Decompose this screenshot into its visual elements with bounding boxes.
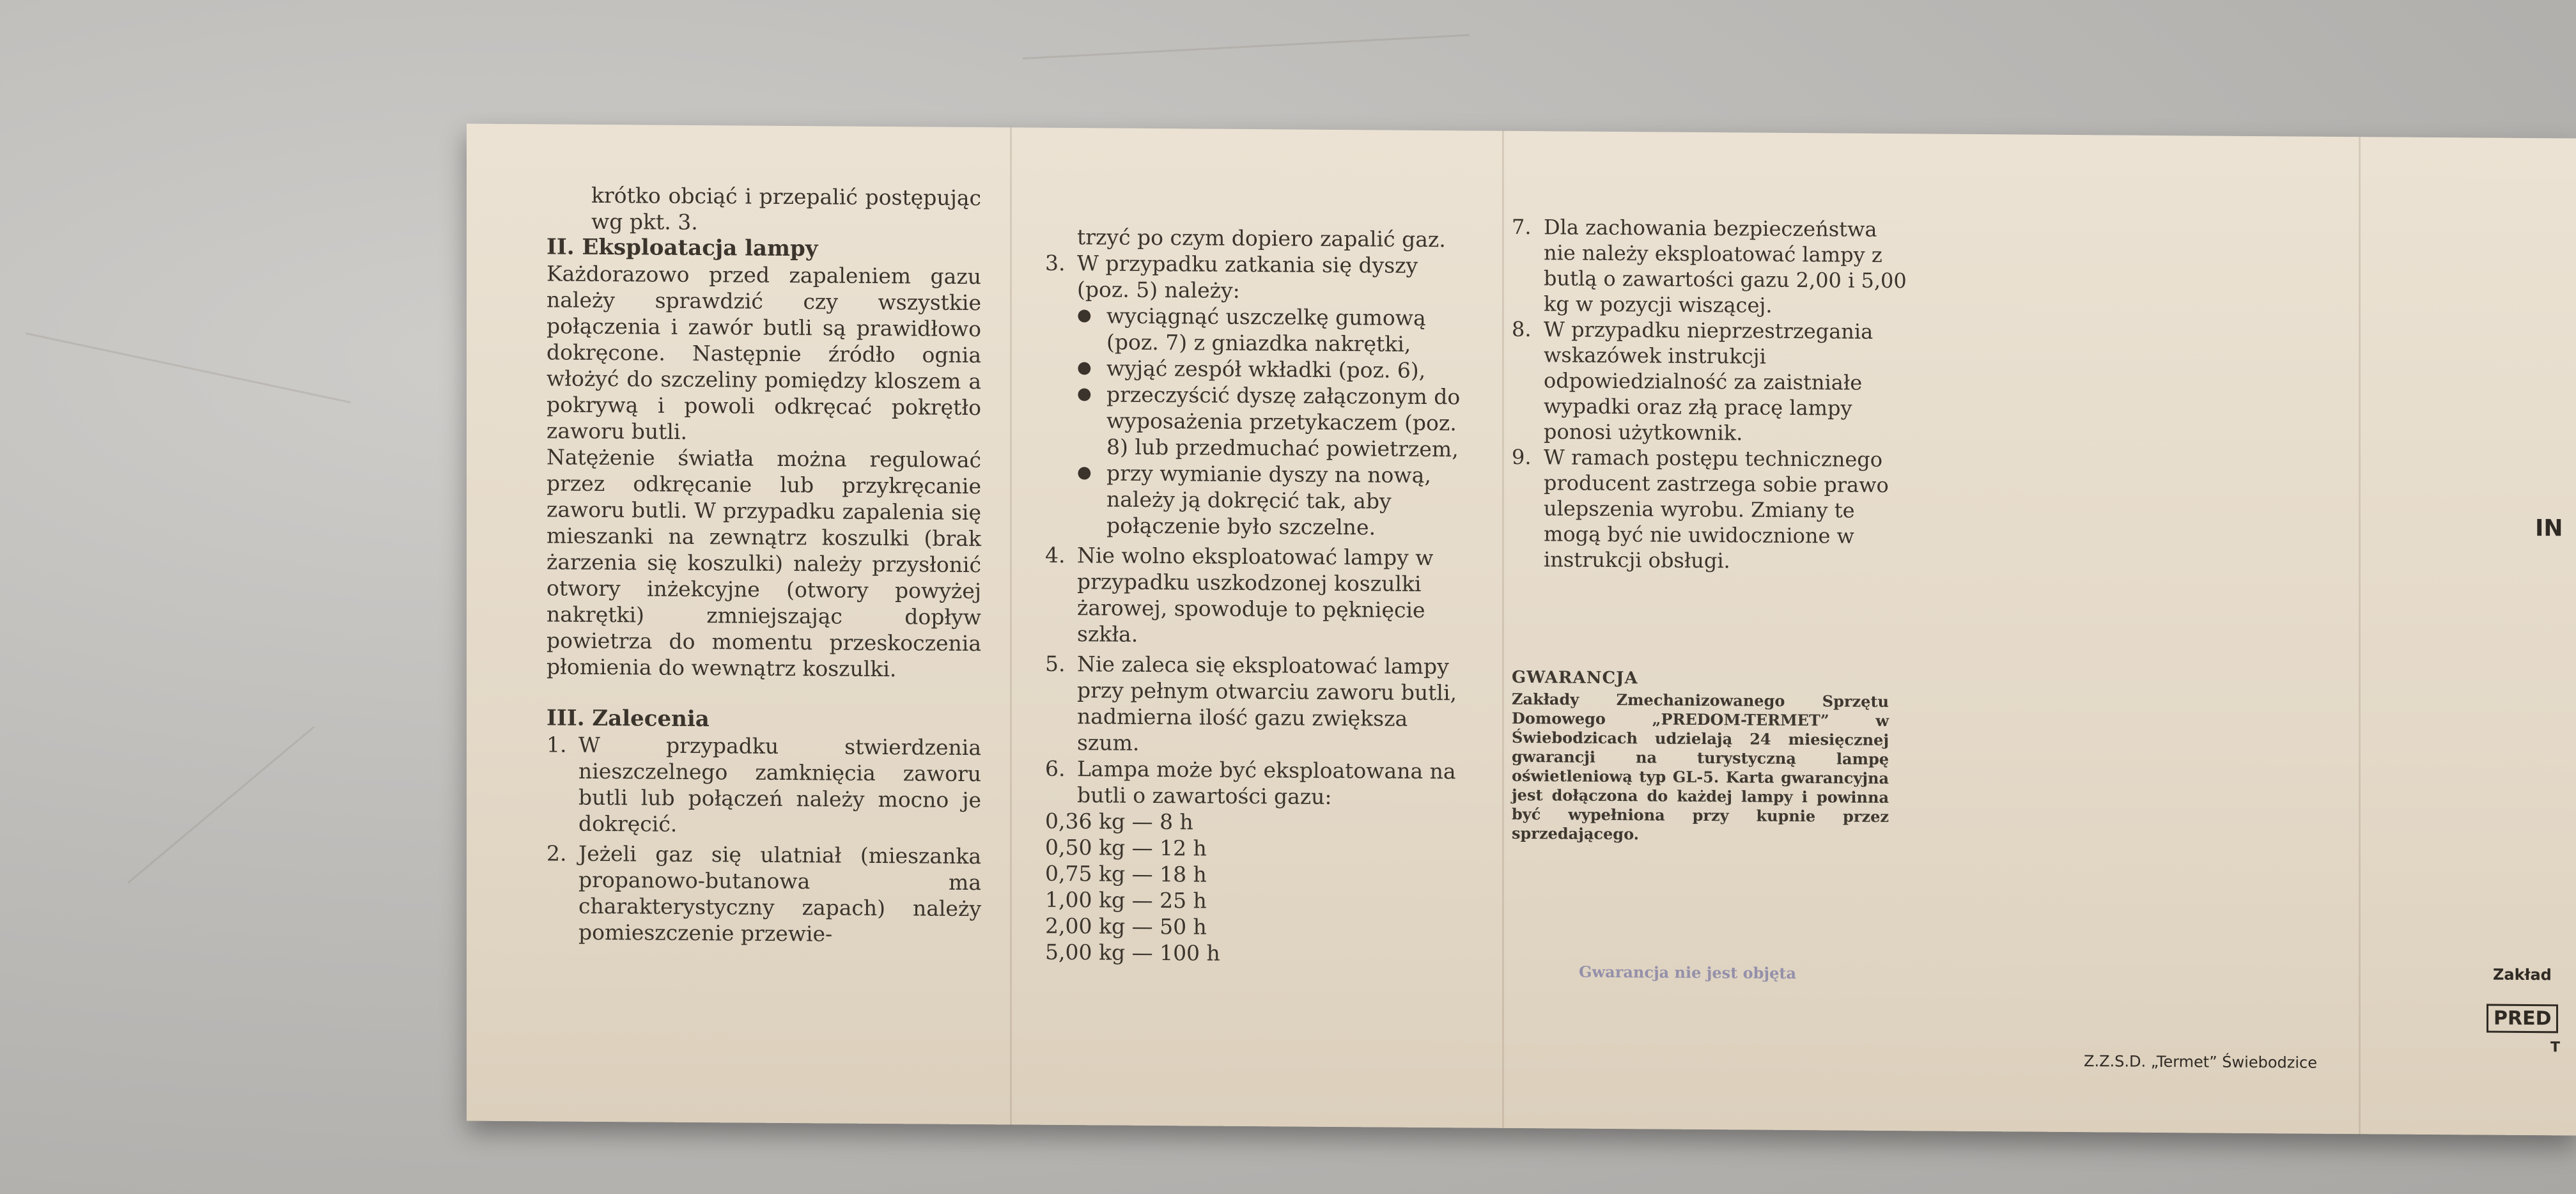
bullet-item: ● wyciągnąć uszczelkę gumową (poz. 7) z gniazdka nakrętki, [1077,303,1426,357]
list-item: 9. W ramach postępu technicznego producent zastrzega sobie prawo ulepszenia wyrobu. Zmiany te mogą być nie uwidocznione w instrukcji obsługi. [1512,444,1889,573]
gas-table [1045,808,1461,968]
dot-icon: ● [1077,358,1092,378]
list-item: 4. Nie wolno eksploatować lampy w przypadku uszkodzonej koszulki żarowej, spowoduje to pęknięcie szkła. [1045,542,1434,647]
column-1 [547,182,981,948]
marble-vein [1023,34,1470,59]
col2-intro: trzyć po czym dopiero zapalić gaz. [1077,224,1446,252]
logo-subtext: T [2550,1039,2561,1056]
bullet-item: ● przy wymianie dyszy na nową, należy ją dokręcić tak, aby połączenie było szczelne. [1077,460,1431,540]
gas-row: 1,00 kg — 25 h [1045,887,1207,913]
dot-icon: ● [1077,306,1092,325]
fold-line [1502,131,1504,1128]
predom-logo: PRED [2487,1004,2558,1034]
cut-off-text: Zakład [2493,965,2552,984]
col1-paragraph-1: Każdorazowo przed zapaleniem gazu należy sprawdzić czy wszystkie połączenia i zawór butli są prawidłowo dokręcone. Następnie źródło ognia włożyć do szczeliny pomiędzy kloszem a pokrywą i powoli odkręcać pokrętło zaworu butli. [547,261,981,444]
marble-vein [26,332,351,403]
gas-row: 2,00 kg — 50 h [1045,913,1207,940]
list-item: 1. W przypadku stwierdzenia nieszczelnego zamknięcia zaworu butli lub połączeń należy mocno je dokręcić. [547,732,981,837]
section-2-title: II. Eksploatacja lampy [547,234,818,262]
list-item: 7. Dla zachowania bezpieczeństwa nie należy eksploatować lampy z butlą o zawartości gazu 2,00 i 5,00 kg w pozycji wiszącej. [1512,214,1907,318]
warranty-title: GWARANCJA [1512,667,1638,688]
marble-vein [127,726,314,884]
column-2 [1045,224,1461,968]
list-item: 2. Jeżeli gaz się ulatniał (mieszanka propanowo-butanowa ma charakterystyczny zapach) należy pomieszczenie przewie- [547,841,981,947]
fold-line [2359,137,2361,1134]
gas-row: 0,36 kg — 8 h [1045,808,1193,835]
gas-row: 0,50 kg — 12 h [1045,834,1207,861]
gas-row: 0,75 kg — 18 h [1045,860,1207,887]
manufacturer-footer: Z.Z.S.D. „Termet” Świebodzice [2084,1052,2317,1072]
bullet-item: ● wyjąć zespół wkładki (poz. 6), [1077,355,1426,383]
cut-off-heading: IN [2535,515,2563,542]
warranty-block [1512,668,1889,846]
instruction-leaflet [467,123,2576,1135]
dot-icon: ● [1077,463,1092,483]
col1-intro: krótko obciąć i przepalić postępując wg pkt. 3. [591,182,981,235]
column-3 [1512,214,1908,846]
gas-row: 5,00 kg — 100 h [1045,939,1220,966]
col1-paragraph-2: Natężenie światła można regulować przez odkręcanie lub przykręcanie zaworu butli. W przypadku zapalenia się mieszanki na zewnątrz koszulki (brak żarzenia się koszulki) należy przysłonić otwory inżekcyjne (otwory powyżej nakrętki) zmniejszając dopływ powietrza do momentu przeskoczenia płomienia do wewnątrz koszulki. [547,444,981,682]
warranty-text: Zakłady Zmechanizowanego Sprzętu Domowego „PREDOM-TERMET” w Świebodzicach udzielają 24 miesięcznej gwarancji na turystyczną lampę oświetleniową typ GL-5. Karta gwarancyjna jest dołączona do każdej lampy i powinna być wypełniona przy kupnie przez sprzedającego. [1512,689,1889,844]
section-3-title: III. Zalecenia [547,705,710,733]
list-item: 3. W przypadku zatkania się dyszy (poz. 5) należy: [1045,250,1418,303]
dot-icon: ● [1077,384,1092,404]
list-item: 6. Lampa może być eksploatowana na butli o zawartości gazu: [1045,756,1456,809]
fold-line [1010,127,1012,1124]
list-item: 5. Nie zaleca się eksploatować lampy przy pełnym otwarciu zaworu butli, nadmierna ilość gazu zwiększa szum. [1045,651,1457,756]
list-item: 8. W przypadku nieprzestrzegania wskazówek instrukcji odpowiedzialność za zaistniałe wypadki oraz złą pracę lampy ponosi użytkownik. [1512,316,1874,446]
bullet-item: ● przeczyścić dyszę załączonym do wyposażenia przetykaczem (poz. 8) lub przedmuchać powietrzem, [1077,382,1461,462]
warranty-stamp: Gwarancja nie jest objęta [1578,962,1797,983]
